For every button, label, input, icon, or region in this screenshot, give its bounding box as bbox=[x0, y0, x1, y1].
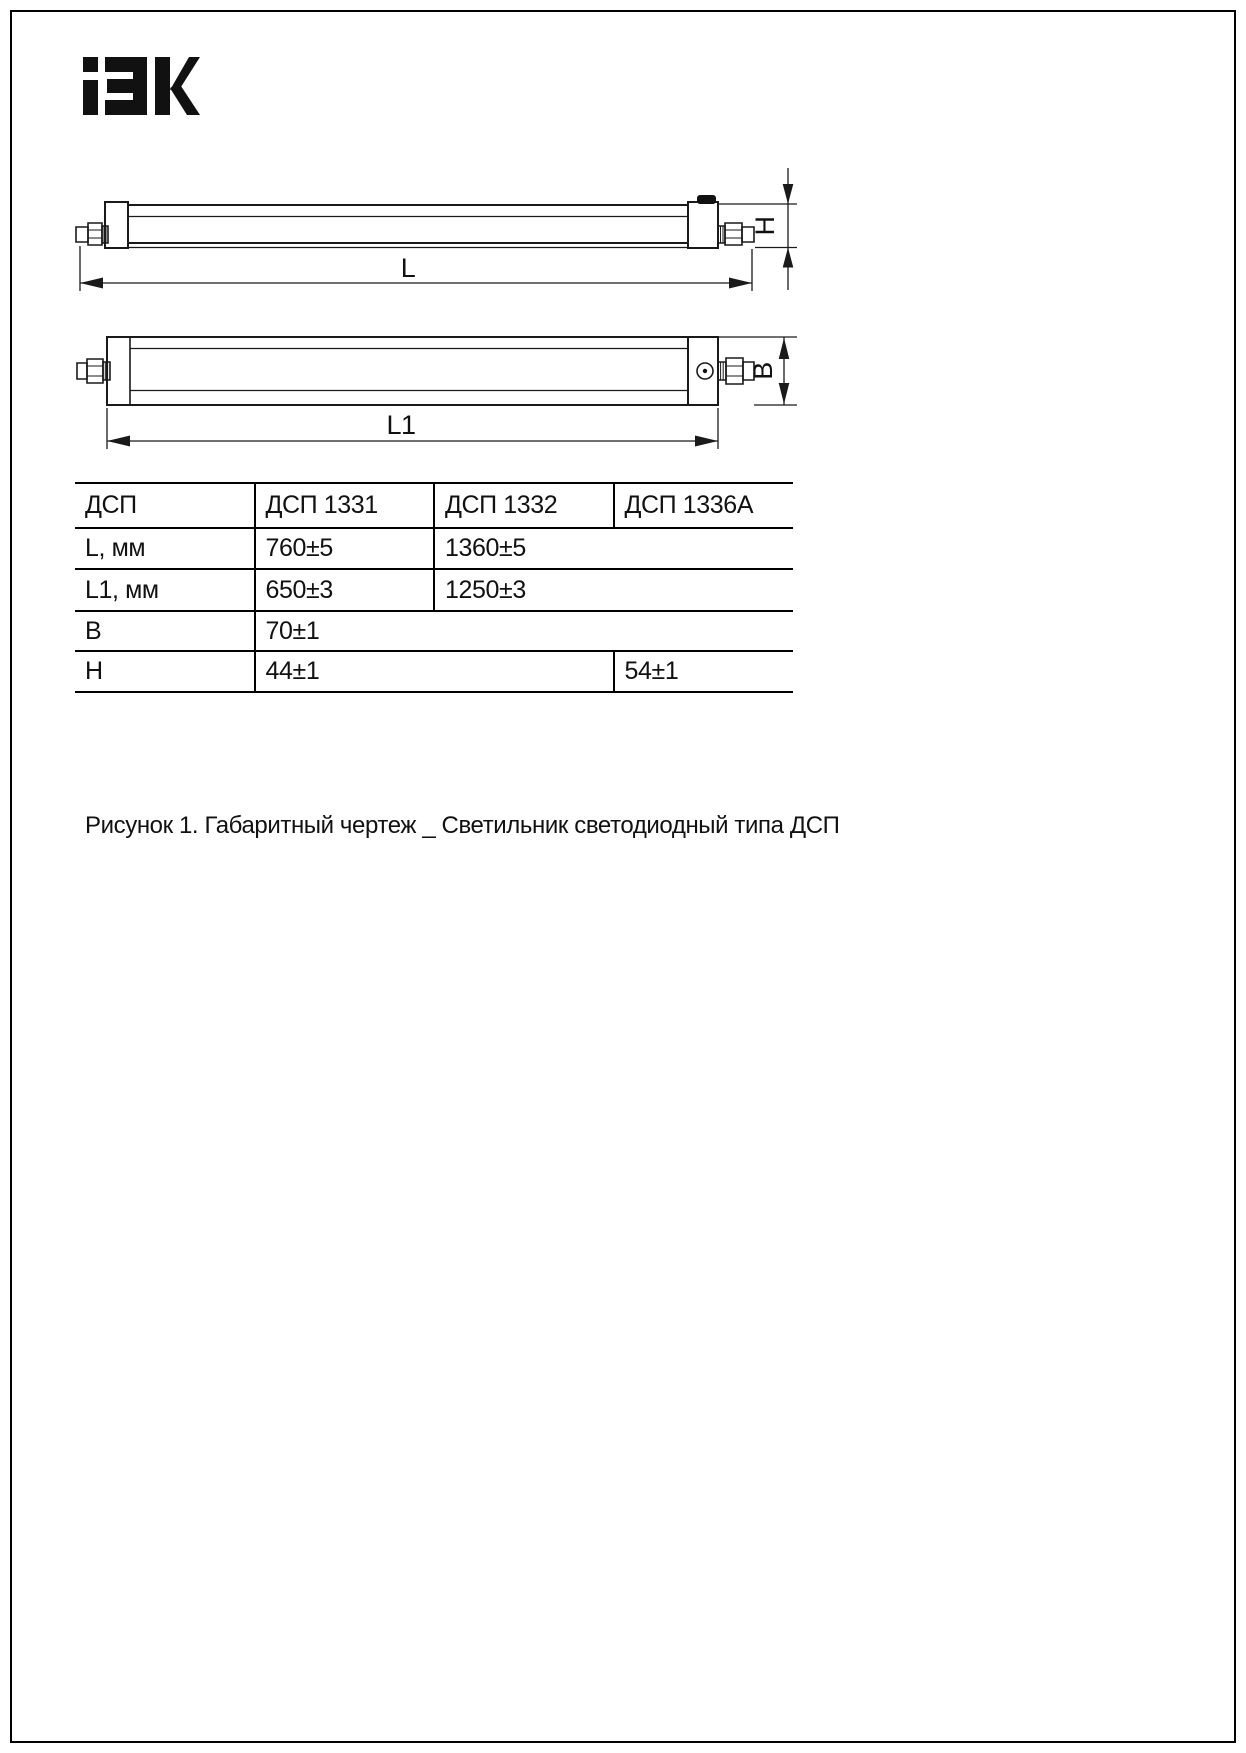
cable-gland-right bbox=[718, 223, 754, 245]
top-view-drawing bbox=[77, 337, 797, 449]
screw-detail bbox=[697, 363, 713, 379]
table-row-L1 bbox=[75, 569, 793, 611]
dim-label-L: L bbox=[400, 253, 416, 283]
row-label-L1: L1, мм bbox=[75, 569, 255, 611]
cell-L-1332-1336a: 1360±5 bbox=[434, 528, 793, 569]
cell-L-1331: 760±5 bbox=[255, 528, 435, 569]
mount-clip bbox=[697, 195, 716, 204]
row-label-L: L, мм bbox=[75, 528, 255, 569]
header-cell-1331: ДСП 1331 bbox=[255, 483, 435, 528]
dimension-line-L bbox=[80, 246, 752, 291]
dim-label-H: H bbox=[750, 216, 780, 236]
header-cell-1336a: ДСП 1336А bbox=[614, 483, 794, 528]
cell-H-1336a: 54±1 bbox=[614, 651, 794, 692]
cell-B-all: 70±1 bbox=[255, 611, 794, 651]
side-view-drawing bbox=[76, 168, 797, 291]
dim-label-L1: L1 bbox=[386, 410, 416, 440]
cell-L1-1332-1336a: 1250±3 bbox=[434, 569, 793, 611]
cell-L1-1331: 650±3 bbox=[255, 569, 435, 611]
dimensions-table bbox=[75, 482, 793, 693]
cable-gland-left-top bbox=[77, 359, 110, 383]
dim-label-B: B bbox=[748, 362, 778, 380]
table-header-row bbox=[75, 483, 793, 528]
table-row-L bbox=[75, 528, 793, 569]
figure-caption: Рисунок 1. Габаритный чертеж _ Светильник светодиодный типа ДСП bbox=[85, 812, 840, 839]
header-cell-1332: ДСП 1332 bbox=[434, 483, 614, 528]
row-label-H: H bbox=[75, 651, 255, 692]
cable-gland-left bbox=[76, 223, 108, 245]
header-cell-dsp: ДСП bbox=[75, 483, 255, 528]
table-row-B bbox=[75, 611, 793, 651]
table-row-H bbox=[75, 651, 793, 692]
row-label-B: B bbox=[75, 611, 255, 651]
cell-H-1331-1332: 44±1 bbox=[255, 651, 614, 692]
dimensions-table-wrapper bbox=[75, 482, 793, 693]
